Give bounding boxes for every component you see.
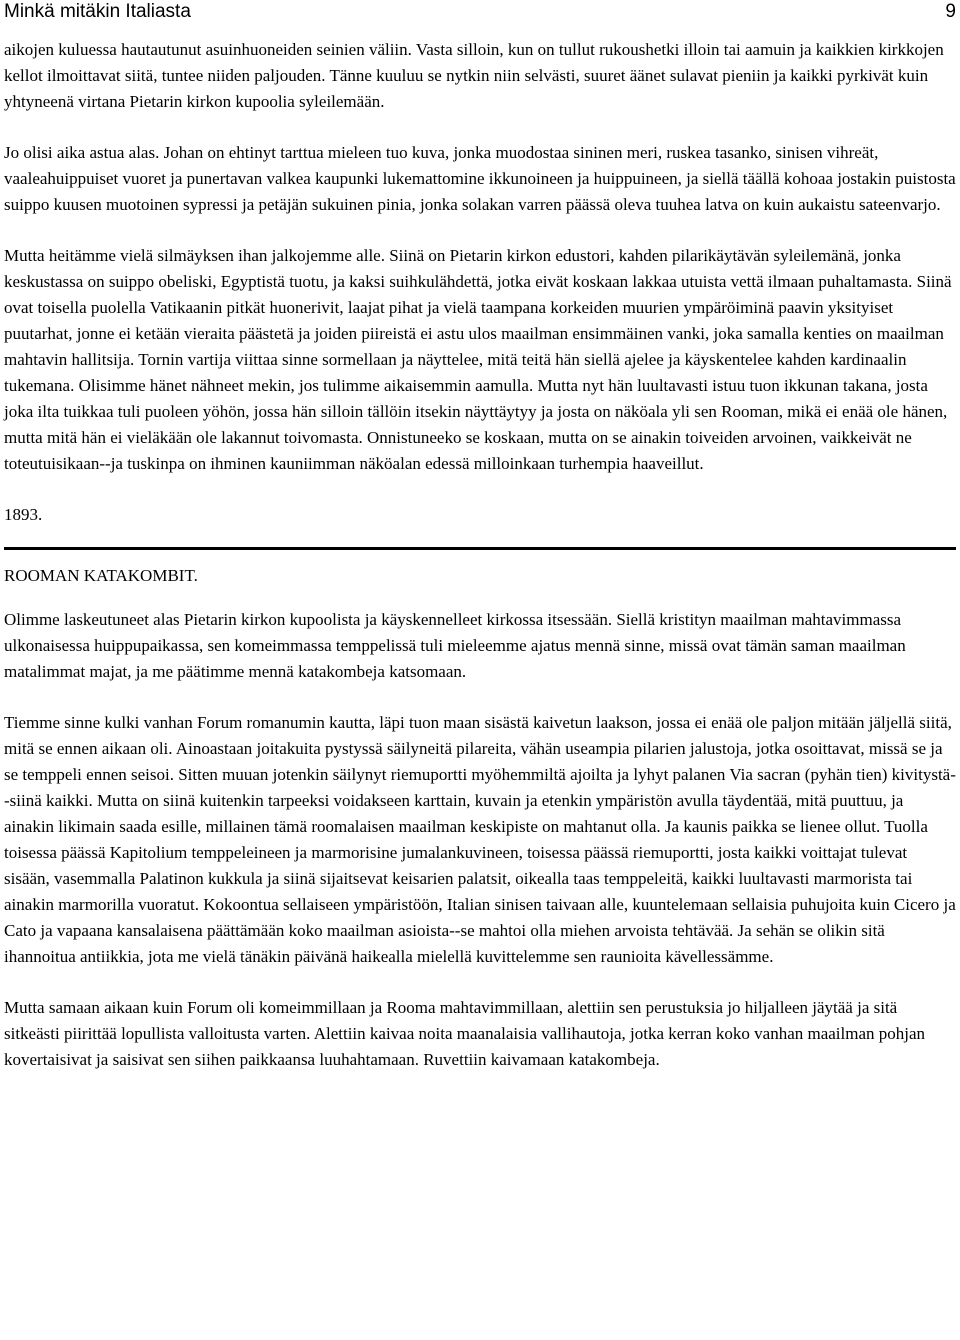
- paragraph-katakombit-digging: Mutta samaan aikaan kuin Forum oli komeimmillaan ja Rooma mahtavimmillaan, alettiin sen perustuksia jo hiljalleen jäytää ja sitä sitkeästi piirittää lopullista valloitusta varten. Alettiin kaivaa noita maanalaisia vallihautoja, jotka kerran koko vanhan maailman pohjan kovertaisivat ja saisivat sen siihen paikkaansa luuhahtamaan. Ruvettiin kaivamaan katakombeja.: [4, 998, 926, 1069]
- paragraph-vatican: Mutta heitämme vielä silmäyksen ihan jalkojemme alle. Siinä on Pietarin kirkon edustori, kahden pilarikäytävän syleilemänä, jonka keskustassa on suippo obeliski, Egyptistä tuotu, ja kaksi suihkulähdettä, jotka eivät koskaan lakkaa utuista vettä ilmaan puhaltamasta. Siinä ovat toisella puolella Vatikaanin pitkät huonerivit, laajat pihat ja vielä taampana korkeiden muurien ympäröiminä paavin yksityiset puutarhat, jonne ei ketään vieraita päästetä ja joiden piireistä ei astu ulos maailman ensimmäinen vanki, joka samalla kenties on maailman mahtavin hallitsija. Tornin vartija viittaa sinne sormellaan ja näyttelee, mitä teitä hän siellä ajelee ja käyskentelee kahden kardinaalin tukemana. Olisimme hänet nähneet mekin, jos tulimme aikaisemmin aamulla. Mutta nyt hän luultavasti istuu tuon ikkunan takana, josta joka ilta tuikkaa tuli puoleen yöhön, jossa hän silloin tällöin itsekin näyttäytyy ja josta on näköala yli sen Rooman, mikä ei enää ole hänen, mutta mitä hän ei vieläkään ole lakannut toivomasta. Onnistuneeko se koskaan, mutta on se ainakin toiveiden arvoinen, vaikkeivät ne toteutuisikaan--ja tuskinpa on ihminen kauniimman näköalan edessä milloinkaan turhempia haaveillut.: [4, 246, 952, 473]
- paragraph-forum-romanum: Tiemme sinne kulki vanhan Forum romanumin kautta, läpi tuon maan sisästä kaivetun laakson, jossa ei enää ole paljon mitään jäljellä siitä, mitä se ennen aikaan oli. Ainoastaan joitakuita pystyssä säilyneitä pilareita, vähän useampia pilarien jalustoja, jotka osoittavat, missä se ja se temppeli ennen seisoi. Sitten muuan jotenkin säilynyt riemuportti myöhemmiltä ajoilta ja lyhyt palanen Via sacran (pyhän tien) kivitystä--siinä kaikki. Mutta on siinä kuitenkin tarpeeksi voidakseen karttain, kuvain ja etenkin ympäristön avulla täydentää, mitä puuttuu, ja ainakin likimain saada esille, millainen tämä roomalaisen maailman keskipiste on mahtanut olla. Ja kaunis paikka se lienee ollut. Tuolla toisessa päässä Kapitolium temppeleineen ja marmorisine jumalankuvineen, toisessa päässä riemuportti, josta kaikki voittajat tulevat sisään, vasemmalla Palatinon kukkula ja siinä sijaitsevat keisarien palatsit, oikealla taas temppeleitä, kaikki luultavasti marmorista tai ainakin marmorilla vuoratut. Kokoontua sellaiseen ympäristöön, Italian sinisen taivaan alle, kuuntelemaan sellaisia puhujoita kuin Cicero ja Cato ja vapaana kansalaisena päättämään koko maailman asioista--se mahtoi olla miehen arvoista tehtävää. Ja sehän se olikin sitä ihannoitua antiikkia, jota me vielä tänäkin päivänä haikealla mielellä kuvittelemme sen raunioita kävellessämme.: [4, 713, 956, 966]
- chapter-year: 1893.: [4, 505, 43, 524]
- paragraph-view-description: Jo olisi aika astua alas. Johan on ehtinyt tarttua mieleen tuo kuva, jonka muodostaa sininen meri, ruskea tasanko, sinisen vihreät, vaaleahuippuiset vuoret ja punertavan valkea kaupunki lukemattomine ikkunoineen ja huippuineen, ja siellä täällä kohoaa jostakin puistosta suippo kuusen muotoinen sypressi ja petäjän sukuinen pinia, jonka solakan varren päässä oleva tuuhea latva on kuin aukaistu sateenvarjo.: [4, 143, 956, 214]
- book-title: Minkä mitäkin Italiasta: [4, 1, 191, 22]
- paragraph-katakombit-intro: Olimme laskeutuneet alas Pietarin kirkon kupoolista ja käyskennelleet kirkossa itsessään. Siellä kristityn maailman mahtavimmassa ulkonaisessa huippupaikassa, sen komeimmassa temppelissä tuli mieleemme ajatus mennä sinne, missä ovat tämän saman maailman matalimmat majat, ja me päätimme mennä katakombeja katsomaan.: [4, 610, 906, 681]
- page-content: [4, 37, 956, 1098]
- page-number: 9: [945, 1, 956, 22]
- running-header: [4, 0, 956, 24]
- paragraph-continued: aikojen kuluessa hautautunut asuinhuoneiden seinien väliin. Vasta silloin, kun on tullut rukoushetki illoin tai aamuin ja kaikkien kirkkojen kellot ilmoittavat siitä, tuntee niiden paljouden. Tänne kuuluu se nytkin niin selvästi, suuret äänet sulavat pieniin ja kaikki pyrkivät kuin yhtyneenä virtana Pietarin kirkon kupoolia syleilemään.: [4, 40, 944, 111]
- section-title: ROOMAN KATAKOMBIT.: [4, 566, 198, 585]
- section-divider: [4, 547, 956, 550]
